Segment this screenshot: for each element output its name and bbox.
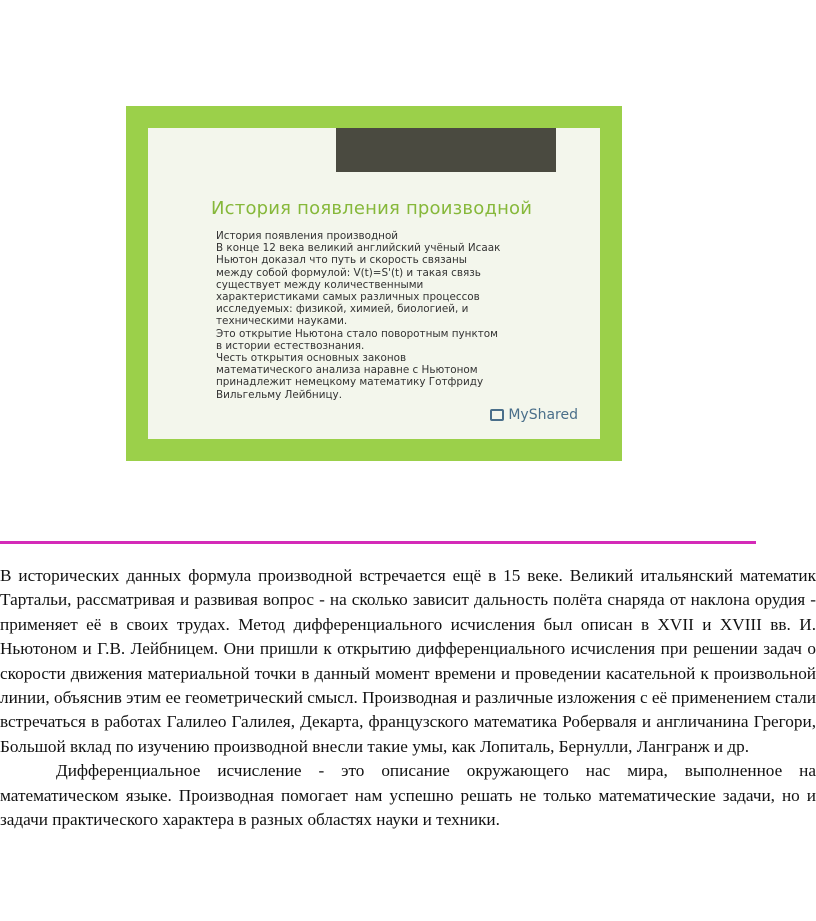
paragraph: Дифференциальное исчисление - это описание окружающего нас мира, выполненное на математическом языке. Производная помогает нам успешно решать не только математические задачи, но и задачи практического характера в разных областях науки и техники. xyxy=(0,761,816,830)
watermark-text: MyShared xyxy=(508,407,578,423)
divider-line xyxy=(0,541,756,544)
slide-line: характеристиками самых различных процессов xyxy=(216,291,480,304)
slide-line: принадлежит немецкому математику Готфриду xyxy=(216,376,484,389)
slide-line: Честь открытия основных законов xyxy=(216,352,407,365)
slide-line: Ньютон доказал что путь и скорость связаны xyxy=(216,254,468,267)
slide-line: в истории естествознания. xyxy=(216,339,365,352)
slide-image xyxy=(126,106,622,461)
slide-line: В конце 12 века великий английский учёный Исаак xyxy=(216,242,501,255)
slide-body xyxy=(216,230,581,401)
watermark xyxy=(490,407,578,423)
slide-line: техническими науками. xyxy=(216,315,348,328)
myshared-logo-icon xyxy=(490,409,504,421)
slide-content-area xyxy=(148,128,600,439)
slide-line: Вильгельму Лейбницу. xyxy=(216,388,342,401)
slide-line: Это открытие Ньютона стало поворотным пунктом xyxy=(216,327,498,340)
slide-line: существует между количественными xyxy=(216,278,424,291)
paragraph: В исторических данных формула производной встречается ещё в 15 веке. Великий итальянский математик Тартальи, рассматривая и развивая вопрос - на сколько зависит дальность полёта снаряда от наклона орудия - применяет её в своих трудах. Метод дифференциального исчисления был описан в XVII и XVIII вв. И. Ньютоном и Г.В. Лейбницем. Они пришли к открытию дифференциального исчисления при решении задач о скорости движения материальной точки в данный момент времени и проведении касательной к произвольной линии, объяснив этим ее геометрический смысл. Производная и различные изложения с её применением стали встречаться в работах Галилео Галилея, Декарта, французского математика Роберваля и англичанина Грегори, Большой вклад по изучению производной внесли такие умы, как Лопиталь, Бернулли, Лангранж и др. xyxy=(0,566,816,756)
slide-title: История появления производной xyxy=(211,198,533,219)
slide-line: математического анализа наравне с Ньютоном xyxy=(216,364,478,377)
slide-corner-decoration xyxy=(336,128,556,172)
document-text xyxy=(0,564,816,832)
slide-line: между собой формулой: V(t)=S'(t) и такая связь xyxy=(216,266,481,279)
slide-line: История появления производной xyxy=(216,230,399,242)
slide-line: исследуемых: физикой, химией, биологией, и xyxy=(216,303,469,316)
